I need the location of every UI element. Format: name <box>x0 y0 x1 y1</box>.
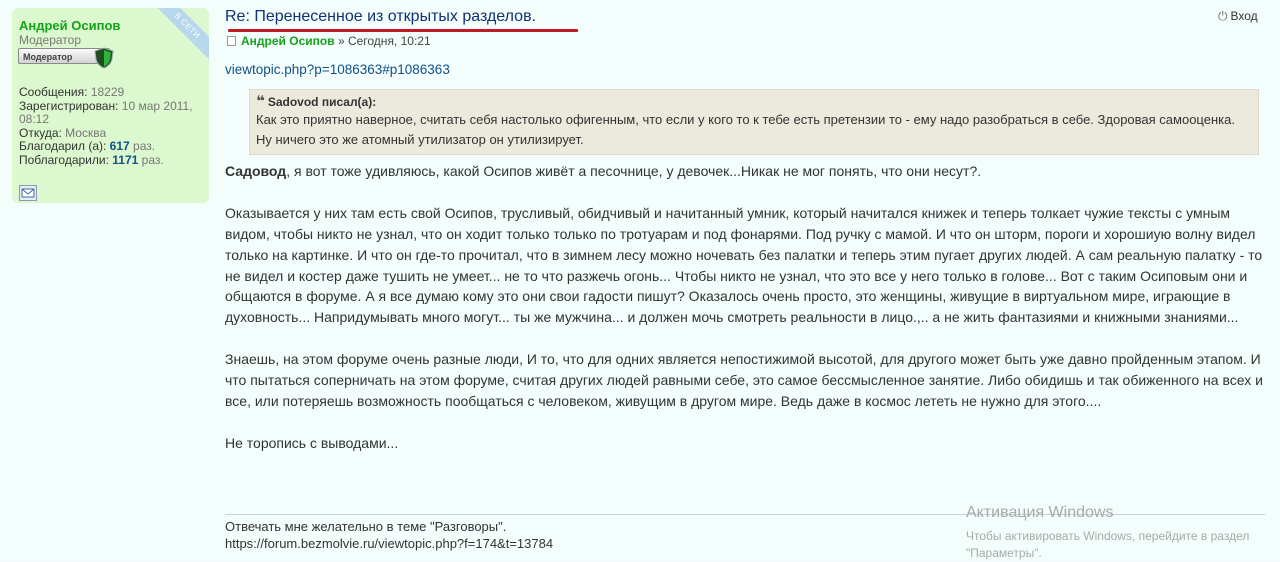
quote-icon: ❝ <box>256 92 265 110</box>
paragraph-4: Не торопись с выводами... <box>225 434 399 451</box>
stat-was-thanked-value[interactable]: 1171 <box>112 152 139 167</box>
windows-activation-watermark <box>966 504 1249 562</box>
author-profile-panel <box>12 8 209 203</box>
stat-was-thanked-suffix: раз. <box>141 152 164 167</box>
quote-author-text: Sadovod писал(а): <box>267 94 377 109</box>
shield-icon <box>93 47 115 69</box>
post-title[interactable]: Re: Перенесенное из открытых разделов. <box>225 8 537 25</box>
signature-line-1: Отвечать мне желательно в теме "Разговоры". <box>225 519 507 534</box>
stat-location-value: Москва <box>65 125 107 140</box>
quote-author <box>256 94 1250 110</box>
watermark-title: Активация Windows <box>966 504 1114 521</box>
stat-thanked <box>19 140 207 154</box>
online-status-ribbon: В СЕТИ <box>149 8 209 64</box>
watermark-line-1: Чтобы активировать Windows, перейдите в раздел <box>966 529 1250 543</box>
rank-badge: Модератор <box>18 48 110 64</box>
stat-registered-label: Зарегистрирован: <box>19 98 119 113</box>
post-link[interactable]: viewtopic.php?p=1086363#p1086363 <box>225 62 450 77</box>
stat-was-thanked <box>19 154 207 168</box>
paragraph-3: Знаешь, на этом форуме очень разные люди, И то, что для одних является непостижимой высотой, для другого может быть уже давно пройденным этапом. И что пытаться соперничать на этом форуме, считая других людей равными себе, это самое бессмысленное занятие. Либо обидишь и так обиженного на всех и все, или потеряешь возможность пообщаться с человеком, живущим в другом мире. Ведь даже в космос лететь не нужно для этого.... <box>225 351 1263 410</box>
post-author[interactable]: Андрей Осипов <box>241 34 335 48</box>
login-link[interactable] <box>1218 9 1258 24</box>
stat-thanked-value[interactable]: 617 <box>109 139 130 154</box>
power-icon: ⏻ <box>1218 9 1228 23</box>
profile-username[interactable]: Андрей Осипов <box>19 18 121 33</box>
stat-thanked-suffix: раз. <box>133 139 156 154</box>
post-content <box>225 60 1270 454</box>
post-icon[interactable] <box>227 36 236 46</box>
paragraph-2: Оказывается у них там есть свой Осипов, трусливый, обидчивый и начитанный умник, который начитался книжек и теперь толкает чужие тексты с умным видом, чтобы никто не узнал, что он ходит только только по тротуарам и под фонарями. Под ручку с мамой. И что он шторм, пороги и хорошиую волну видел только на картинке. И что он где-то прочитал, что в зимнем лесу можно ночевать без палатки и теперь этим пугает других людей. А сам реальную палатку - то не видел и костер даже тушить не умеет... не то что разжечь огонь... Чтобы никто не узнал, что это все у него только в голове... Вот с таким Осиповым они и общаются в форуме. А я все думаю кому это они свои гадости пишут? Оказалось очень просто, это женщины, живущие в виртуальном мире, играющие в духовность... Напридумывать много могут... ты же мужчина... и должен мочь смотреть реальности в лицо.,.. а не жить фантазиями и книжными знаниями... <box>225 204 1263 326</box>
envelope-icon[interactable] <box>19 185 37 201</box>
stat-registered <box>19 100 207 127</box>
stat-messages <box>19 86 207 100</box>
mention-sadovod: Садовод <box>225 162 287 179</box>
post-meta <box>227 34 431 48</box>
profile-rank: Модератор <box>19 33 82 47</box>
signature <box>225 518 553 552</box>
stat-messages-label: Сообщения: <box>19 85 88 99</box>
stat-thanked-label: Благодарил (а): <box>19 139 107 154</box>
login-label: Вход <box>1230 9 1258 23</box>
watermark-line-2: "Параметры". <box>966 546 1042 560</box>
stat-was-thanked-label: Поблагодарили: <box>19 152 109 167</box>
quote-text: Как это приятно наверное, считать себя настолько офигенным, что если у кого то к тебе есть претензии то - ему надо разобраться в себе. Здоровая самооценка. Ну ничего это же атомный утилизатор он утилизирует. <box>256 111 1235 147</box>
quote-block <box>249 89 1259 155</box>
paragraph-1-text: , я вот тоже удивляюсь, какой Осипов живёт а песочнице, у девочек...Никак не мог понять, что они несут?. <box>286 162 982 179</box>
stat-registered-value: 10 мар 2011, 08:12 <box>19 98 193 127</box>
paragraph-1 <box>225 161 1270 182</box>
signature-line-2: https://forum.bezmolvie.ru/viewtopic.php?f=174&t=13784 <box>225 536 554 551</box>
stat-location-label: Откуда: <box>19 125 62 140</box>
post-date: » Сегодня, 10:21 <box>337 34 431 48</box>
title-underline <box>228 29 578 32</box>
stat-messages-value[interactable]: 18229 <box>90 85 125 99</box>
stat-location <box>19 127 207 141</box>
profile-stats <box>19 86 207 168</box>
